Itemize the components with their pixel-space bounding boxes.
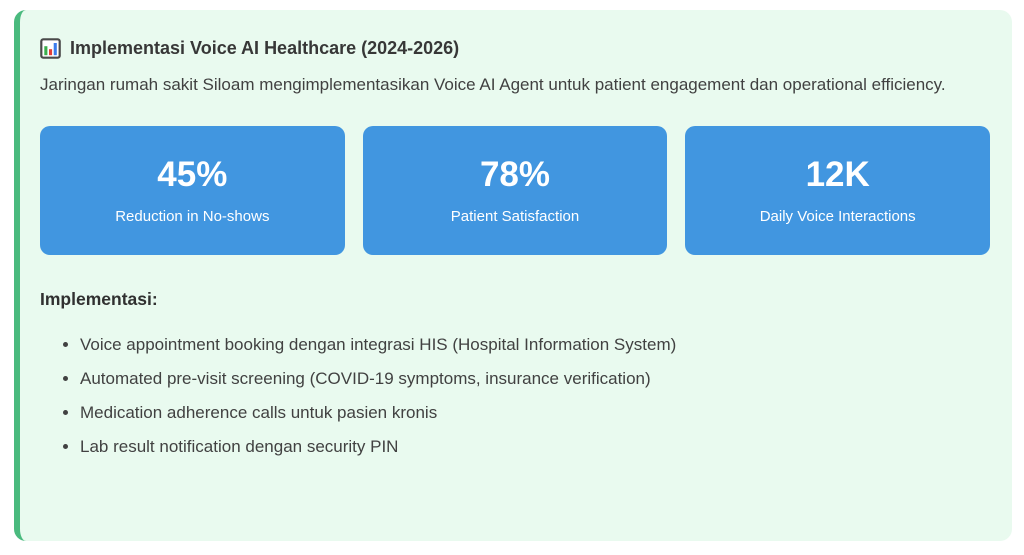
list-item-previsit-screening: • Automated pre-visit screening (COVID-19 symptoms, insurance verification)	[80, 368, 990, 389]
stat-value: 78%	[479, 155, 551, 194]
list-item-voice-booking: • Voice appointment booking dengan integrasi HIS (Hospital Information System)	[80, 334, 990, 355]
stat-card-daily-interactions	[685, 126, 990, 255]
card-title-text: Implementasi Voice AI Healthcare (2024-2026)	[70, 38, 460, 58]
stat-value: 12K	[805, 155, 870, 194]
stat-card-no-shows	[40, 126, 345, 255]
card-description: Jaringan rumah sakit Siloam mengimplementasikan Voice AI Agent untuk patient engagement dan operational efficiency.	[40, 75, 946, 94]
stat-value: 45%	[157, 155, 228, 194]
stat-label: Daily Voice Interactions	[759, 208, 916, 225]
stats-row	[40, 126, 990, 255]
stat-label: Patient Satisfaction	[450, 208, 580, 225]
bar-chart-icon	[40, 38, 61, 59]
list-item-lab-result: • Lab result notification dengan security PIN	[80, 436, 990, 457]
section-heading: Implementasi:	[40, 289, 158, 309]
stat-label: Reduction in No-shows	[115, 208, 270, 225]
stat-card-patient-satisfaction	[363, 126, 668, 255]
list-item-medication-adherence: • Medication adherence calls untuk pasien kronis	[80, 402, 990, 423]
card-title	[40, 36, 990, 60]
healthcare-report-card	[14, 10, 1012, 541]
implementation-list	[40, 334, 990, 457]
